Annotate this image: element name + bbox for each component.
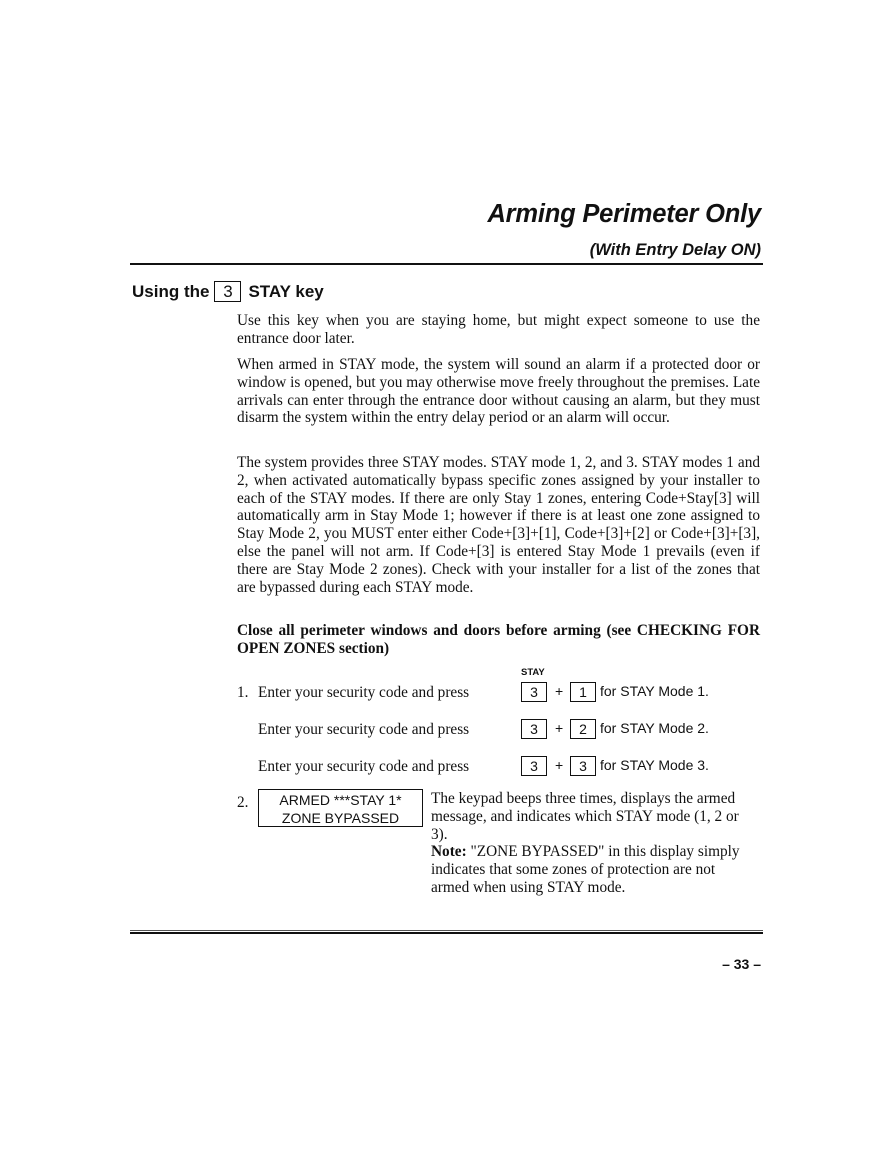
key-3: 3 bbox=[521, 682, 547, 702]
header-rule bbox=[130, 263, 763, 265]
paragraph-close-windows: Close all perimeter windows and doors before arming (see CHECKING FOR OPEN ZONES section) bbox=[237, 622, 760, 657]
step-instruction: Enter your security code and press bbox=[258, 684, 470, 701]
display-line-2: ZONE BYPASSED bbox=[281, 810, 400, 826]
step-row-mode-2 bbox=[237, 719, 737, 741]
mode-label: for STAY Mode 3. bbox=[600, 757, 709, 773]
step-row-mode-3 bbox=[237, 756, 737, 778]
keypad-display bbox=[258, 789, 423, 827]
step-2-note bbox=[431, 843, 749, 896]
step-instruction: Enter your security code and press bbox=[258, 721, 470, 738]
mode-label: for STAY Mode 2. bbox=[600, 720, 709, 736]
paragraph-stay-mode: When armed in STAY mode, the system will sound an alarm if a protected door or window is opened, but you may otherwise move freely throughout the premises. Late arrivals can enter through the entrance door without causing an alarm, but they must disarm the system within the entry delay period or an alarm will occur. bbox=[237, 356, 760, 427]
section-heading-suffix: STAY key bbox=[248, 281, 324, 301]
key-3: 3 bbox=[521, 719, 547, 739]
section-heading-prefix: Using the bbox=[132, 281, 210, 301]
display-line-1: ARMED ***STAY 1* bbox=[279, 792, 402, 808]
plus-sign: + bbox=[555, 720, 564, 736]
key-2: 2 bbox=[570, 719, 596, 739]
paragraph-intro: Use this key when you are staying home, but might expect someone to use the entrance door later. bbox=[237, 312, 760, 347]
plus-sign: + bbox=[555, 757, 564, 773]
note-label: Note: bbox=[431, 843, 467, 861]
stay-key-cap: 3 bbox=[214, 281, 241, 302]
note-text: "ZONE BYPASSED" in this display simply indicates that some zones of protection are not armed when using STAY mode. bbox=[431, 843, 740, 896]
step-row-mode-1 bbox=[237, 682, 737, 704]
step-2-description bbox=[431, 790, 749, 897]
page-subtitle: (With Entry Delay ON) bbox=[589, 241, 761, 259]
footer-rule bbox=[130, 930, 763, 934]
step-2-number: 2. bbox=[237, 794, 249, 811]
key-3-second: 3 bbox=[570, 756, 596, 776]
stay-key-label: STAY bbox=[521, 667, 545, 678]
step-2-text: The keypad beeps three times, displays the armed message, and indicates which STAY mode (1, 2 or 3). bbox=[431, 790, 739, 843]
paragraph-stay-modes-detail: The system provides three STAY modes. STAY mode 1, 2, and 3. STAY modes 1 and 2, when activated automatically bypass specific zones assigned by your installer to each of the STAY modes. If there are only Stay 1 zones, entering Code+Stay[3] will automatically arm in Stay Mode 1; however if there is at least one zone assigned to Stay Mode 2, you MUST enter either Code+[3]+[1], Code+[3]+[2] or Code+[3]+[3], else the panel will not arm. If Code+[3] is entered Stay Mode 1 prevails (even if there are Stay Mode 2 zones). Check with your installer for a list of the zones that are bypassed during each STAY mode. bbox=[237, 454, 760, 596]
page-number: – 33 – bbox=[722, 956, 761, 972]
key-1: 1 bbox=[570, 682, 596, 702]
mode-label: for STAY Mode 1. bbox=[600, 683, 709, 699]
key-3: 3 bbox=[521, 756, 547, 776]
plus-sign: + bbox=[555, 683, 564, 699]
page-title: Arming Perimeter Only bbox=[487, 200, 761, 228]
step-number: 1. bbox=[237, 684, 249, 701]
step-instruction: Enter your security code and press bbox=[258, 758, 470, 775]
section-heading bbox=[132, 281, 324, 302]
